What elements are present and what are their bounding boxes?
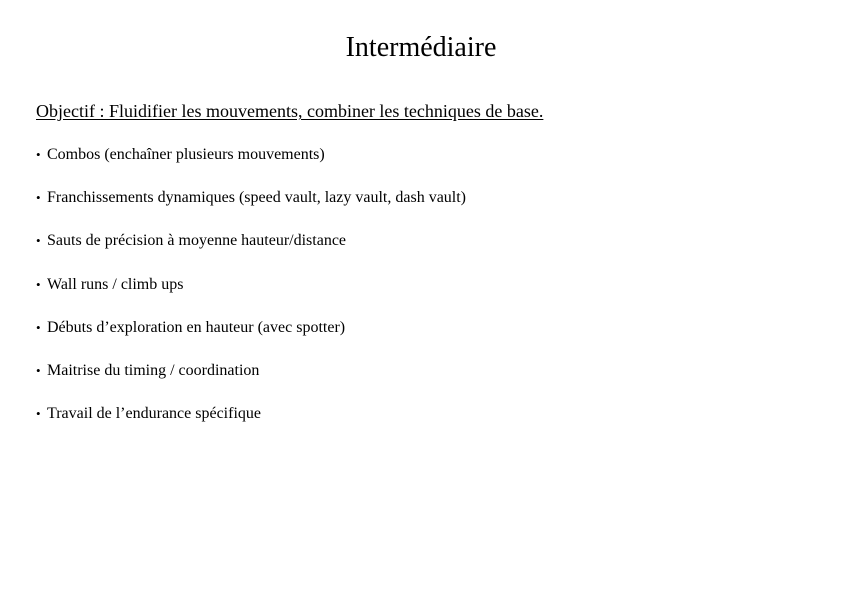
- bullet-icon: •: [36, 233, 41, 249]
- list-item: [36, 274, 466, 317]
- list-item-text: Sauts de précision à moyenne hauteur/distance: [47, 232, 347, 250]
- bullet-icon: •: [36, 362, 41, 378]
- bullet-icon: •: [36, 406, 41, 422]
- list-item: [36, 230, 466, 273]
- bullet-icon: •: [36, 276, 41, 292]
- page-title: Intermédiaire: [345, 32, 497, 63]
- list-item-text: Wall runs / climb ups: [47, 275, 184, 293]
- bullet-icon: •: [36, 190, 41, 206]
- list-item-text: Travail de l’endurance spécifique: [47, 405, 261, 423]
- list-item: [36, 317, 466, 360]
- list-item-text: Combos (enchaîner plusieurs mouvements): [47, 146, 325, 163]
- list-item: [36, 403, 466, 446]
- list-item: [36, 144, 466, 187]
- bullet-icon: •: [36, 319, 41, 335]
- list-item: [36, 187, 466, 230]
- list-item: [36, 360, 466, 403]
- technique-list: [36, 144, 466, 446]
- list-item-text: Maitrise du timing / coordination: [47, 361, 260, 379]
- bullet-icon: •: [36, 147, 41, 162]
- objective-text: Objectif : Fluidifier les mouvements, combiner les techniques de base.: [36, 101, 544, 121]
- list-item-text: Franchissements dynamiques (speed vault, lazy vault, dash vault): [47, 189, 467, 207]
- list-item-text: Débuts d’exploration en hauteur (avec spotter): [47, 318, 346, 336]
